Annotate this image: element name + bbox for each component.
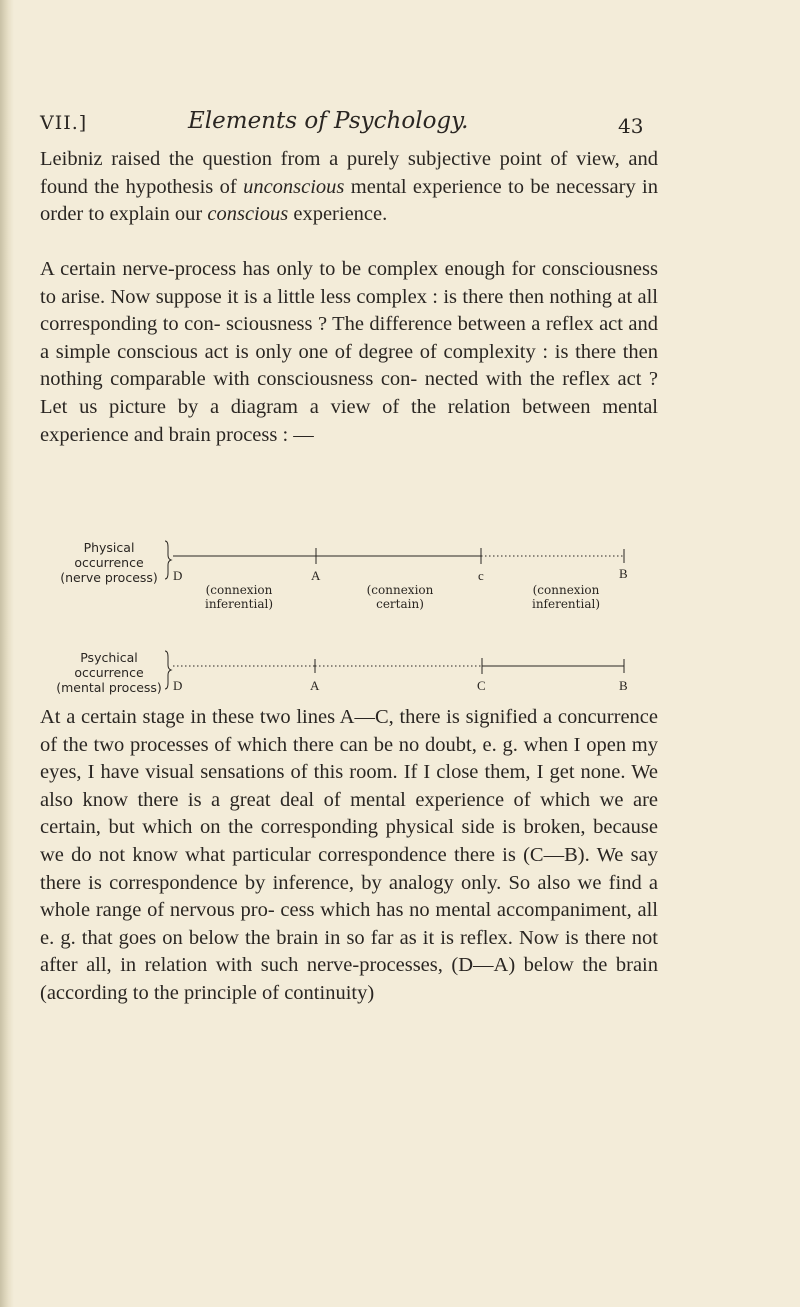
paragraph-2: A certain nerve-process has only to be complex enough for consciousness to arise. Now suppose it is a little less complex : is there then nothing at all corresponding to con- sciousness ? The difference between a reflex act and a simple conscious act is only one of degree of complexity : is there then nothing comparable with consciousness con- nected with the reflex act ? Let us picture by a diagram a view of the relation between mental experience and brain process : — — [40, 258, 658, 446]
note-3-line-1: (connexion — [532, 583, 600, 597]
note-certain — [350, 583, 450, 611]
psychical-label-line-3: (mental process) — [56, 680, 162, 695]
psychical-point-d: D — [173, 678, 183, 693]
note-3-line-2: inferential) — [531, 597, 600, 611]
psychical-label-line-2: occurrence — [74, 665, 144, 680]
paragraph-3: At a certain stage in these two lines A—C, there is signified a concurrence of the two processes of which there can be no doubt, e. g. when I open my eyes, I have visual sensations of this room. If I close them, I get none. We also know there is a great deal of mental experience of which we are certain, but which on the corresponding physical side is broken, because we do not know what particular correspondence there is (C—B). We say there is correspondence by inference, by analogy only. So also we find a whole range of nervous pro- cess which has no mental accompaniment, all e. g. that goes on below the brain in so far as it is reflex. Now is there not after all, in relation with such nerve-processes, (D—A) below the brain (according to the principle of continuity) — [40, 706, 658, 1004]
note-inferential-1 — [186, 583, 292, 611]
paragraph-1-text-b: mental experience to be necessary in order to explain our — [40, 175, 658, 226]
chapter-number: VII.] — [40, 112, 88, 134]
page-edge — [0, 0, 14, 1307]
note-2-line-1: (connexion — [366, 583, 434, 597]
italic-conscious: conscious — [207, 203, 289, 226]
note-inferential-2 — [510, 583, 622, 611]
book-title: Elements of Psychology. — [188, 108, 469, 134]
paragraph-1 — [40, 146, 658, 229]
psychical-point-a: A — [310, 678, 320, 693]
psychical-label — [52, 650, 166, 695]
psychical-brace — [165, 651, 171, 689]
physical-label-line-2: occurrence — [74, 555, 144, 570]
psychical-label-line-1: Psychical — [80, 650, 138, 665]
page-number: 43 — [618, 114, 644, 138]
physical-label-line-1: Physical — [83, 540, 135, 555]
italic-unconscious: unconscious — [243, 175, 345, 198]
note-1-line-2: inferential) — [204, 597, 273, 611]
psychical-point-b: B — [619, 678, 628, 693]
physical-point-c: c — [478, 568, 484, 583]
physical-label — [52, 540, 166, 585]
psychical-point-c: C — [477, 678, 486, 693]
paragraph-1-text-a: Leibniz raised the question from a purely subjective point of view, and found the hypothesis of — [40, 148, 658, 198]
physical-label-line-3: (nerve process) — [60, 570, 158, 585]
physical-point-d: D — [173, 568, 183, 583]
note-2-line-2: certain) — [376, 597, 424, 611]
physical-point-a: A — [311, 568, 321, 583]
paragraph-1-text-c: experience. — [288, 203, 388, 226]
running-header — [40, 108, 660, 138]
physical-brace — [165, 541, 171, 579]
note-1-line-1: (connexion — [205, 583, 273, 597]
physical-point-b: B — [619, 566, 628, 581]
